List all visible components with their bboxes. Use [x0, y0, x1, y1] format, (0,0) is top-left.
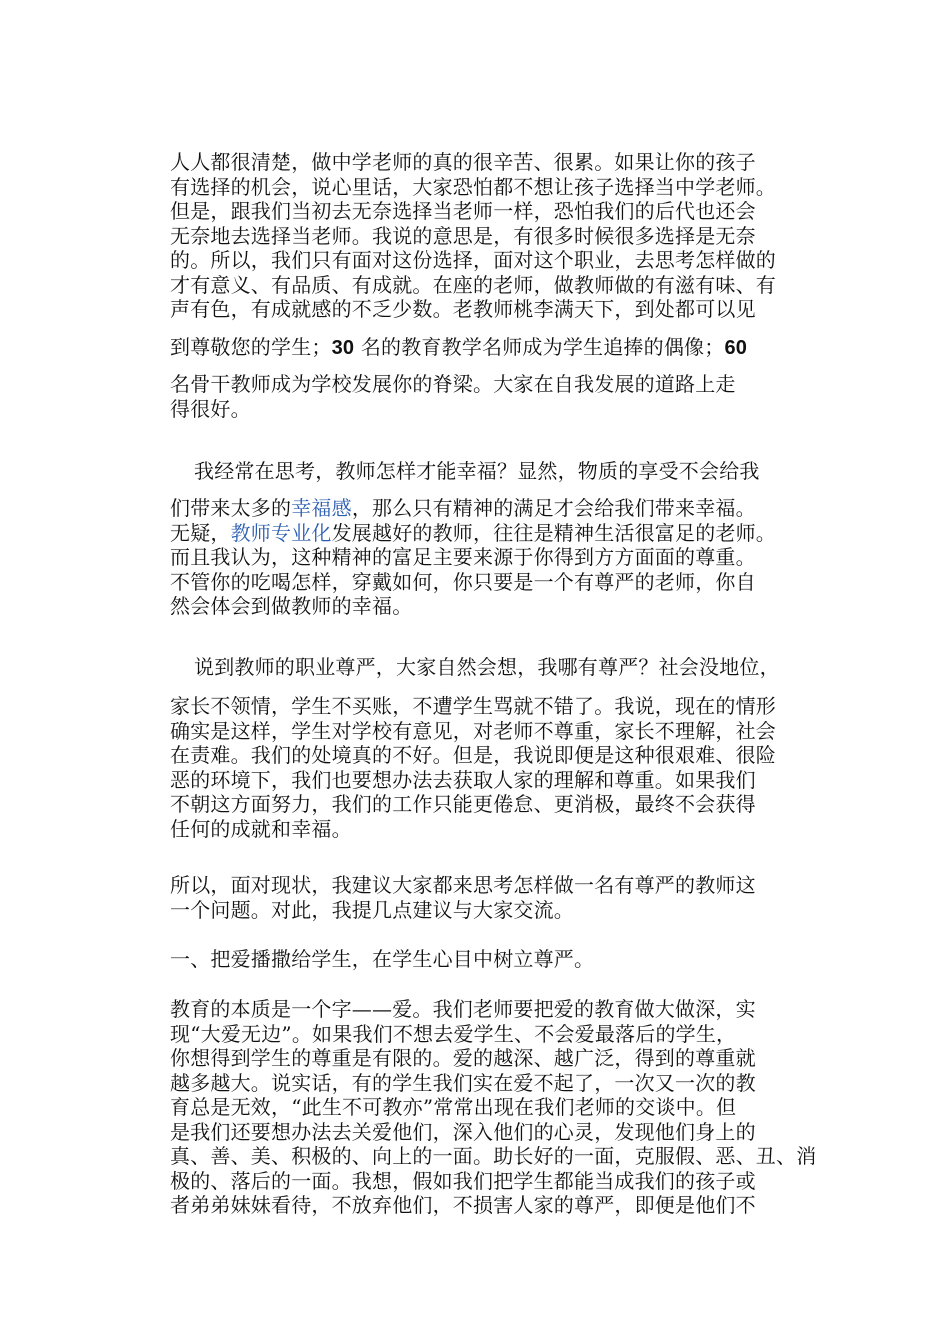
number-30: 30 [331, 337, 355, 359]
link-teacher-professionalization[interactable]: 教师专业化 [230, 520, 332, 545]
paragraph-line: 任何的成就和幸福。 [170, 816, 352, 841]
text-run: 们带来太多的 [170, 496, 292, 520]
paragraph-line: 名骨干教师成为学校发展你的脊梁。大家在自我发展的道路上走 [170, 372, 736, 396]
link-happiness[interactable]: 幸福感 [291, 496, 352, 520]
paragraph-1-continued [170, 335, 820, 361]
paragraph-line: 不管你的吃喝怎样，穿戴如何，你只要是一个有尊严的老师，你自 [170, 569, 756, 594]
paragraph-line: 是我们还要想办法去关爱他们，深入他们的心灵，发现他们身上的 [170, 1119, 756, 1144]
paragraph-line: 人人都很清楚，做中学老师的真的很辛苦、很累。如果让你的孩子 [170, 150, 756, 174]
paragraph-line: 无奈地去选择当老师。我说的意思是，有很多时候很多选择是无奈 [170, 223, 756, 248]
paragraph-line: 者弟弟妹妹看待，不放弃他们，不损害人家的尊严，即便是他们不 [170, 1193, 756, 1217]
text-run: 发展越好的教师，往往是精神生活很富足的老师。 [331, 520, 777, 545]
section-heading-1 [170, 947, 820, 972]
paragraph-2 [170, 496, 820, 619]
paragraph-5 [170, 997, 820, 1218]
paragraph-line: 一个问题。对此，我提几点建议与大家交流。 [170, 897, 574, 922]
paragraph-1 [170, 150, 820, 322]
text-run: 到尊敬您的学生； [170, 335, 332, 359]
paragraph-4 [170, 873, 820, 922]
paragraph-3-first-line [170, 655, 820, 680]
paragraph-line: 越多越大。说实话，有的学生我们实在爱不起了，一次又一次的教 [170, 1070, 756, 1095]
paragraph-line: 但是，跟我们当初去无奈选择当老师一样，恐怕我们的后代也还会 [170, 199, 756, 223]
paragraph-line: 真、善、美、积极的、向上的一面。助长好的一面，克服假、恶、丑、消 [170, 1144, 817, 1168]
paragraph-line: 确实是这样，学生对学校有意见，对老师不尊重，家长不理解，社会 [170, 718, 776, 743]
paragraph-line: 我经常在思考，教师怎样才能幸福？显然，物质的享受不会给我 [194, 459, 760, 483]
heading-line: 一、把爱播撒给学生，在学生心目中树立尊严。 [170, 947, 595, 971]
paragraph-line: 现“大爱无边”。如果我们不想去爱学生、不会爱最落后的学生， [170, 1021, 737, 1046]
paragraph-line: 说到教师的职业尊严，大家自然会想，我哪有尊严？社会没地位， [194, 655, 780, 679]
paragraph-line [170, 521, 820, 546]
paragraph-line: 所以，面对现状，我建议大家都来思考怎样做一名有尊严的教师这 [170, 873, 756, 897]
text-run: 无疑， [170, 520, 231, 545]
paragraph-line: 极的、落后的一面。我想，假如我们把学生都能当成我们的孩子或 [170, 1168, 756, 1193]
paragraph-line: 恶的环境下，我们也要想办法去获取人家的理解和尊重。如果我们 [170, 767, 756, 792]
paragraph-line: 得很好。 [170, 396, 251, 421]
paragraph-line: 然会体会到做教师的幸福。 [170, 594, 413, 618]
paragraph-line: 不朝这方面努力，我们的工作只能更倦怠、更消极，最终不会获得 [170, 792, 756, 816]
paragraph-line: 育总是无效，“此生不可教亦”常常出现在我们老师的交谈中。但 [170, 1095, 737, 1119]
paragraph-line: 教育的本质是一个字——爱。我们老师要把爱的教育做大做深，实 [170, 997, 756, 1021]
paragraph-line: 声有色，有成就感的不乏少数。老教师桃李满天下，到处都可以见 [170, 297, 756, 321]
number-60: 60 [724, 337, 748, 359]
text-run: 名的教育教学名师成为学生追捧的偶像； [354, 335, 725, 359]
paragraph-line: 才有意义、有品质、有成就。在座的老师，做教师做的有滋有味、有 [170, 272, 776, 297]
paragraph-line: 而且我认为，这种精神的富足主要来源于你得到方方面面的尊重。 [170, 545, 756, 569]
paragraph-line [170, 496, 820, 521]
paragraph-line [170, 335, 820, 361]
paragraph-2-first-line [170, 459, 820, 484]
paragraph-line: 你想得到学生的尊重是有限的。爱的越深、越广泛，得到的尊重就 [170, 1046, 756, 1070]
paragraph-1-end [170, 372, 820, 421]
paragraph-line: 的。所以，我们只有面对这份选择，面对这个职业，去思考怎样做的 [170, 248, 776, 272]
paragraph-line: 有选择的机会，说心里话，大家恐怕都不想让孩子选择当中学老师。 [170, 174, 776, 199]
paragraph-3 [170, 694, 820, 841]
paragraph-line: 在责难。我们的处境真的不好。但是，我说即便是这种很艰难、很险 [170, 743, 776, 767]
paragraph-line: 家长不领情，学生不买账，不遭学生骂就不错了。我说，现在的情形 [170, 694, 776, 718]
text-run: ，那么只有精神的满足才会给我们带来幸福。 [351, 496, 756, 520]
